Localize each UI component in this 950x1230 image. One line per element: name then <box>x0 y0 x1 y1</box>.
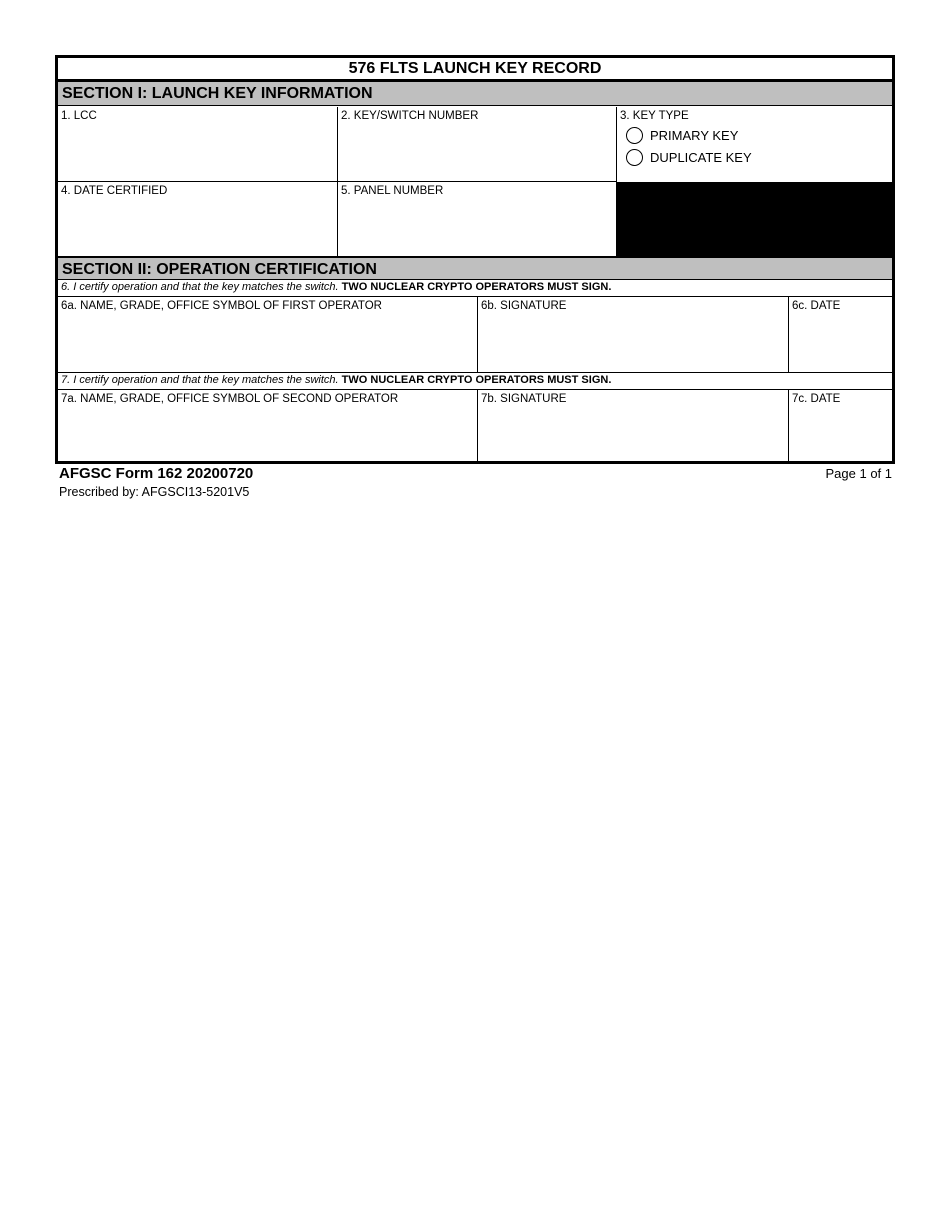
page-number: Page 1 of 1 <box>825 466 892 481</box>
first-signature-label: 6b. SIGNATURE <box>481 300 567 312</box>
second-date-field[interactable] <box>789 390 892 464</box>
date-certified-label: 4. DATE CERTIFIED <box>61 185 168 197</box>
duplicate-key-label: DUPLICATE KEY <box>650 150 752 165</box>
first-operator-field[interactable] <box>58 297 478 372</box>
primary-key-option[interactable] <box>626 127 889 144</box>
second-operator-field[interactable] <box>58 390 478 464</box>
lcc-label: 1. LCC <box>61 110 97 122</box>
prescribed-by: Prescribed by: AFGSCI13-5201V5 <box>59 485 250 499</box>
cert-7-italic-text: 7. I certify operation and that the key matches the switch. <box>61 374 339 386</box>
key-type-label: 3. KEY TYPE <box>620 110 689 122</box>
cert-6-italic-text: 6. I certify operation and that the key matches the switch. <box>61 281 339 293</box>
key-switch-number-label: 2. KEY/SWITCH NUMBER <box>341 110 479 122</box>
cert-7-bold-text: TWO NUCLEAR CRYPTO OPERATORS MUST SIGN. <box>341 374 612 386</box>
certification-6-statement <box>58 280 892 297</box>
cert-6-bold-text: TWO NUCLEAR CRYPTO OPERATORS MUST SIGN. <box>341 281 612 293</box>
lcc-field[interactable] <box>58 107 338 182</box>
second-date-label: 7c. DATE <box>792 393 841 405</box>
panel-number-label: 5. PANEL NUMBER <box>341 185 444 197</box>
duplicate-key-option[interactable] <box>626 149 889 166</box>
primary-key-label: PRIMARY KEY <box>650 128 739 143</box>
key-switch-number-field[interactable] <box>338 107 617 182</box>
second-operator-label: 7a. NAME, GRADE, OFFICE SYMBOL OF SECOND OPERATOR <box>61 393 399 405</box>
first-operator-label: 6a. NAME, GRADE, OFFICE SYMBOL OF FIRST OPERATOR <box>61 300 382 312</box>
first-date-label: 6c. DATE <box>792 300 841 312</box>
first-signature-field[interactable] <box>478 297 789 372</box>
primary-key-radio[interactable] <box>626 127 643 144</box>
duplicate-key-radio[interactable] <box>626 149 643 166</box>
form-id: AFGSC Form 162 20200720 <box>59 465 254 482</box>
section-1-header: SECTION I: LAUNCH KEY INFORMATION <box>58 82 892 106</box>
certification-7-statement <box>58 372 892 390</box>
panel-number-field[interactable] <box>338 182 617 256</box>
section-2-header: SECTION II: OPERATION CERTIFICATION <box>58 256 892 280</box>
first-date-field[interactable] <box>789 297 892 372</box>
second-signature-field[interactable] <box>478 390 789 464</box>
date-certified-field[interactable] <box>58 182 338 256</box>
form-title: 576 FLTS LAUNCH KEY RECORD <box>58 58 892 82</box>
launch-key-record-form <box>55 55 895 464</box>
key-type-field <box>617 107 892 182</box>
blacked-out-area <box>617 182 892 256</box>
second-signature-label: 7b. SIGNATURE <box>481 393 567 405</box>
